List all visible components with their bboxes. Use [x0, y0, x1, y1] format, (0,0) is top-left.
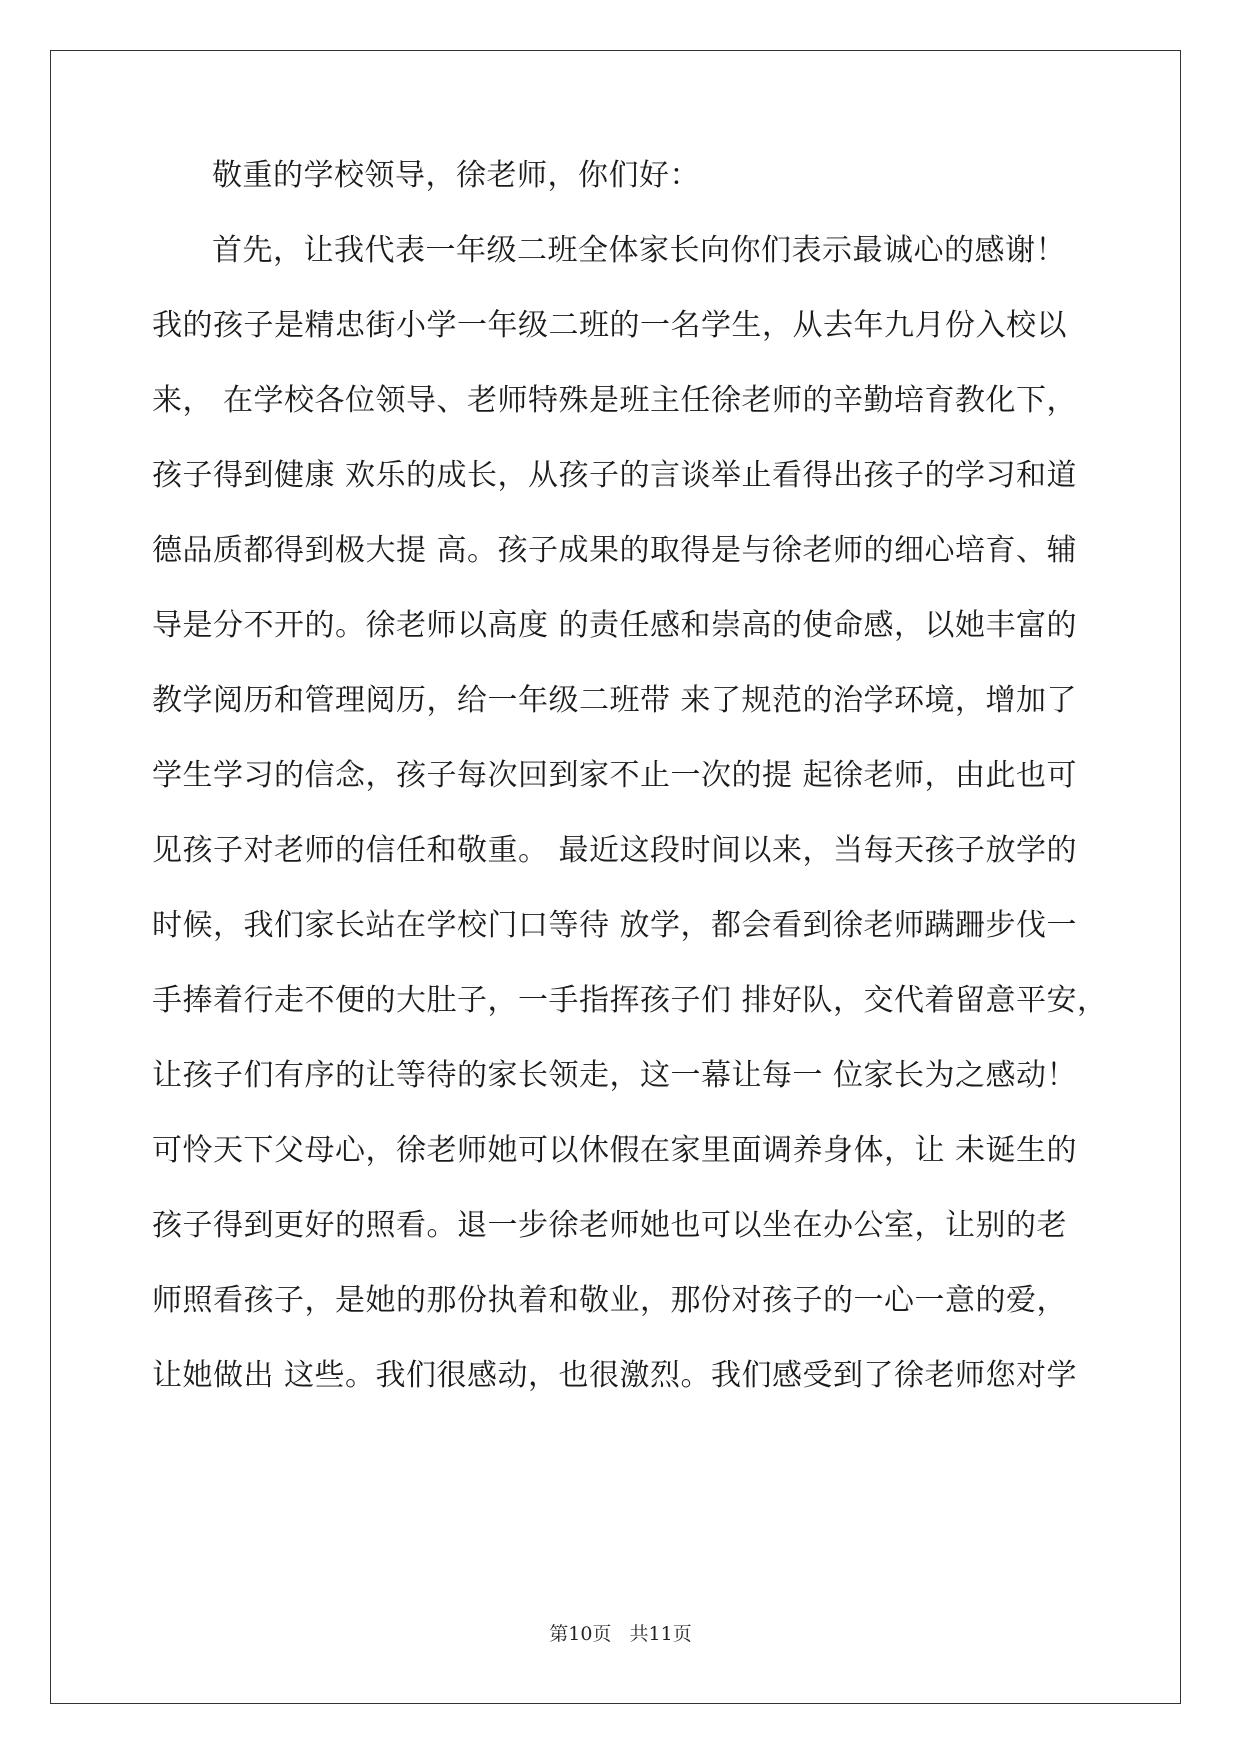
letter-line: 让孩子们有序的让等待的家长领走，这一幕让每一 位家长为之感动！ — [152, 1058, 1078, 1093]
letter-line: 我的孩子是精忠街小学一年级二班的一名学生，从去年九月份入校以 — [152, 308, 1067, 343]
letter-line: 可怜天下父母心，徐老师她可以休假在家里面调养身体，让 未诞生的 — [152, 1133, 1078, 1168]
page-number-footer: 第10页 共11页 — [549, 1623, 692, 1645]
letter-line: 见孩子对老师的信任和敬重。 最近这段时间以来，当每天孩子放学的 — [152, 833, 1078, 868]
letter-line: 导是分不开的。徐老师以高度 的责任感和崇高的使命感，以她丰富的 — [152, 608, 1078, 643]
page-border — [50, 50, 1181, 1704]
letter-line: 时候，我们家长站在学校门口等待 放学，都会看到徐老师蹒跚步伐一 — [152, 908, 1078, 943]
letter-line: 首先，让我代表一年级二班全体家长向你们表示最诚心的感谢！ — [212, 233, 1066, 268]
letter-line: 德品质都得到极大提 高。孩子成果的取得是与徐老师的细心培育、辅 — [152, 533, 1078, 568]
letter-line: 来， 在学校各位领导、老师特殊是班主任徐老师的辛勤培育教化下， — [152, 383, 1078, 418]
letter-line: 师照看孩子，是她的那份执着和敬业，那份对孩子的一心一意的爱， — [152, 1283, 1067, 1318]
letter-line: 孩子得到健康 欢乐的成长，从孩子的言谈举止看得出孩子的学习和道 — [152, 458, 1078, 493]
letter-line: 孩子得到更好的照看。退一步徐老师她也可以坐在办公室，让别的老 — [152, 1208, 1067, 1243]
letter-line: 让她做出 这些。我们很感动，也很激烈。我们感受到了徐老师您对学 — [152, 1358, 1078, 1393]
letter-line: 手捧着行走不便的大肚子，一手指挥孩子们 排好队，交代着留意平安， — [152, 983, 1108, 1018]
letter-line: 教学阅历和管理阅历，给一年级二班带 来了规范的治学环境，增加了 — [152, 683, 1078, 718]
letter-line: 敬重的学校领导，徐老师，你们好： — [212, 158, 700, 193]
letter-line: 学生学习的信念，孩子每次回到家不止一次的提 起徐老师，由此也可 — [152, 758, 1078, 793]
